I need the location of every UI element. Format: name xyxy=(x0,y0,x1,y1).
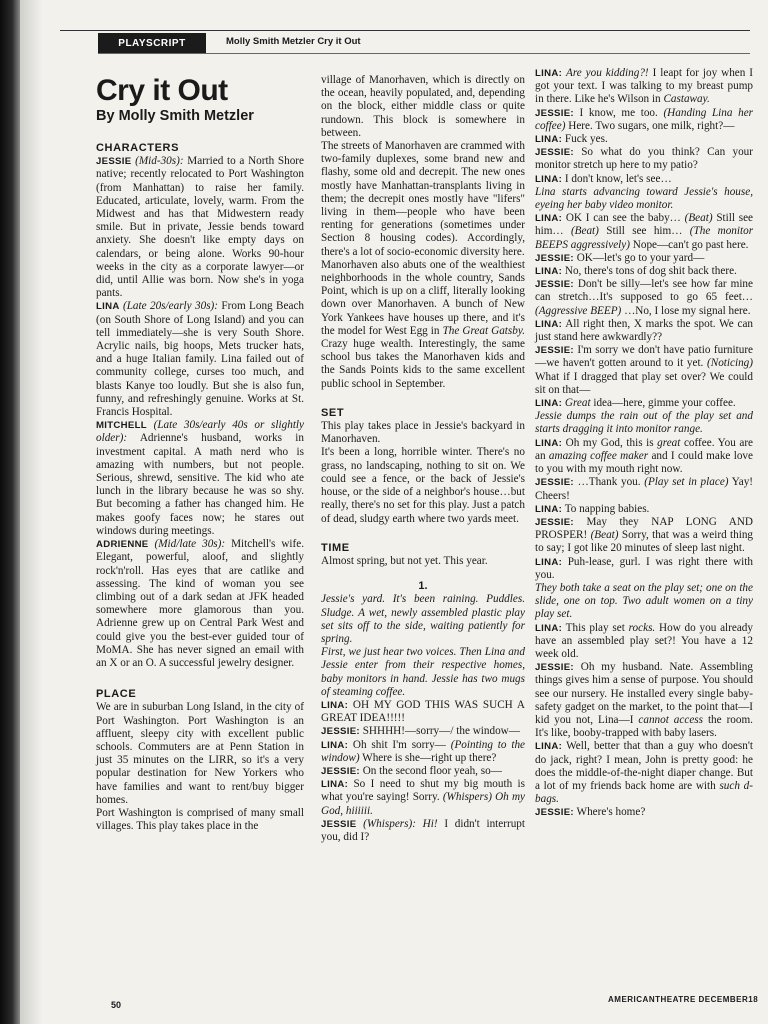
character-mitchell xyxy=(96,419,304,538)
line-text: Here. Two sugars, one milk, right?— xyxy=(568,119,735,132)
line-text: Oh my God, this is xyxy=(565,436,654,449)
line-text: Sorry, that was a weird thing to say; I got like 20 minutes of sleep last night. xyxy=(535,529,754,555)
line-text: May they NAP LONG AND PROSPER! xyxy=(535,515,753,542)
dialogue-line xyxy=(535,252,753,265)
column-1 xyxy=(96,142,304,833)
emphasis: amazing coffee maker xyxy=(548,449,649,462)
emphasis: rocks. xyxy=(628,621,656,634)
line-text: OK—let's go to your yard— xyxy=(576,251,705,264)
line-text: Still see him… xyxy=(535,212,753,238)
dialogue-line xyxy=(535,133,753,146)
line-text: Where is she—right up there? xyxy=(362,751,497,764)
line-text: Yay! Cheers! xyxy=(535,476,754,502)
speaker: JESSIE: xyxy=(321,726,360,738)
dialogue-line xyxy=(535,740,753,806)
line-text: I don't know, let's see… xyxy=(564,172,672,185)
character-name: JESSIE xyxy=(96,156,132,168)
column-3 xyxy=(535,67,753,820)
stage-direction-text: First, we just hear two voices. Then Lina and Jessie enter from their respective homes, baby monitors in hand. Jessie has two mugs of steaming coffee. xyxy=(321,646,525,698)
speaker: LINA: xyxy=(535,398,563,410)
character-jessie xyxy=(96,155,304,300)
line-text: SHHHH!—sorry—/ the window— xyxy=(362,725,520,738)
speaker: JESSIE: xyxy=(535,477,574,489)
dialogue-line xyxy=(535,146,753,172)
book-title: The Great Gatsby. xyxy=(442,324,525,337)
stage-direction-inline: (The monitor BEEPS aggressively) xyxy=(535,225,754,251)
dialogue-line xyxy=(535,476,753,502)
emphasis: Are you kidding?! xyxy=(566,67,649,79)
stage-direction-inline: (Pointing to the window) xyxy=(321,738,526,764)
line-text: On the second floor yeah, so— xyxy=(362,764,502,777)
scene-number: 1. xyxy=(418,580,428,593)
line-text: All right then, X marks the spot. We can just stand here awkwardly?? xyxy=(535,317,754,344)
dialogue-line xyxy=(535,107,753,133)
stage-direction-inline: (Whispers) Oh my God, hiiiiii. xyxy=(321,791,525,817)
stage-direction xyxy=(321,646,525,699)
dialogue-line xyxy=(535,503,753,516)
speaker: LINA: xyxy=(535,68,563,79)
stage-direction xyxy=(321,593,525,646)
character-name: MITCHELL xyxy=(96,420,147,432)
speaker: JESSIE: xyxy=(535,807,574,819)
speaker: JESSIE: xyxy=(535,662,574,674)
speaker: JESSIE: xyxy=(535,279,574,291)
line-text: OK I can see the baby… xyxy=(565,212,681,225)
stage-direction-text: Lina starts advancing toward Jessie's house, eyeing her baby video monitor. xyxy=(535,185,753,212)
line-text: the room. It's like, booby-trapped with baby lasers. xyxy=(535,713,753,740)
top-rule xyxy=(60,30,750,31)
stage-direction xyxy=(535,582,753,622)
stage-direction-text: Jessie dumps the rain out of the play set and starts dragging it into monitor range. xyxy=(535,410,753,436)
stage-direction-text: Jessie's yard. It's been raining. Puddles. Sludge. A wet, newly assembled plastic play set sits off to the side, waiting patiently for spring. xyxy=(321,593,525,645)
speaker: LINA: xyxy=(535,318,563,330)
speaker: LINA: xyxy=(535,134,563,146)
character-age: (Late 30s/early 40s or slightly older): xyxy=(96,419,304,445)
line-text: OH MY GOD THIS WAS SUCH A GREAT IDEA!!!!! xyxy=(321,698,526,725)
line-text: and I could make love to you with my mouth right now. xyxy=(535,449,753,476)
line-text: Where's home? xyxy=(576,806,646,819)
text-run: Crazy huge wealth. Interestingly, the same school bus takes the Manorhaven kids and the Sands Points kids to the same excellent public school in September. xyxy=(321,338,525,390)
line-text: Well, better that than a guy who doesn't do jack, right? I mean, John is pretty good: he does the middle-of-the-night diaper change. But a lot of my friends back home are with xyxy=(535,740,753,792)
magazine-footer: AMERICANTHEATRE DECEMBER18 xyxy=(608,995,759,1004)
stage-direction xyxy=(535,186,753,212)
binding-spine xyxy=(0,0,20,1024)
speaker: LINA: xyxy=(535,741,563,753)
line-text: I didn't interrupt you, did I? xyxy=(321,817,526,843)
speaker: JESSIE: xyxy=(535,252,574,264)
emphasis: great xyxy=(657,436,681,449)
line-text: Still see him… xyxy=(606,225,683,238)
line-text: Hi! xyxy=(422,817,438,830)
speaker: LINA: xyxy=(535,503,563,515)
dialogue-line xyxy=(535,344,753,397)
line-text: Fuck yes. xyxy=(564,133,608,146)
line-text: idea—here, gimme your coffee. xyxy=(593,397,736,410)
line-text: What if I dragged that play set over? We could sit on that— xyxy=(535,370,753,396)
dialogue-line xyxy=(535,806,753,819)
line-text: …No, I lose my signal here. xyxy=(624,304,751,317)
dialogue-line xyxy=(535,212,753,252)
stage-direction-inline: (Beat) xyxy=(570,225,599,238)
text-run: Manorhaven also abuts one of the wealthiest neighborhoods in the whole country, Sands Point, which is up on a cliff, literally looking down over Manorhaven. A bunch of New York Yankees have houses up there, and it's the model for West Egg in xyxy=(321,258,525,337)
time-paragraph: Almost spring, but not yet. This year. xyxy=(321,554,488,567)
speaker: JESSIE: xyxy=(321,765,360,777)
dialogue-line xyxy=(321,725,525,738)
section-tab: PLAYSCRIPT xyxy=(98,33,206,53)
speaker: LINA: xyxy=(321,779,349,791)
character-desc: Married to a North Shore native; recently relocated to Port Washington (from Manhattan) to raise her family. Educated, articulate, lovely, warm. From the Midwest and has that Midwestern ready smile. But in private, Jessie bends toward anxiety. She doesn't like empty days on calendars, or being alone. Works 90-hour weeks in the city as a corporate lawyer—or did, until Allie was born. Now she's in yoga pants. xyxy=(96,155,304,300)
speaker: LINA: xyxy=(535,213,563,225)
line-text: To napping babies. xyxy=(564,502,650,515)
character-adrienne xyxy=(96,538,304,670)
character-desc: Adrienne's husband, works in investment capital. A math nerd who is amazing with numbers, but not people. Serious, shrewd, sensitive. The kid who ate lunch in the library because he was so shy. But becoming a father has changed him. He makes goofy faces now; he stares out windows during meetings. xyxy=(96,432,304,537)
header-rule xyxy=(98,53,750,54)
speaker: LINA: xyxy=(535,437,563,449)
speaker: LINA: xyxy=(535,266,563,278)
emphasis: such d-bags. xyxy=(535,779,753,806)
line-text: I'm sorry we don't have patio furniture—we haven't gotten around to it yet. xyxy=(535,344,754,370)
dialogue-line xyxy=(535,318,753,344)
stage-direction-inline: (Handing Lina her coffee) xyxy=(535,106,754,132)
character-name: LINA xyxy=(96,301,120,313)
dialogue-line xyxy=(321,765,525,778)
line-text: So I need to shut my big mouth is what you're saying! Sorry. xyxy=(321,778,526,804)
stage-direction-inline: (Beat) xyxy=(684,212,713,225)
speaker: JESSIE xyxy=(321,818,357,830)
character-age: (Late 20s/early 30s): xyxy=(122,300,219,313)
set-heading: SET xyxy=(321,406,345,419)
line-text: coffee. You are an xyxy=(535,436,754,462)
time-heading: TIME xyxy=(321,541,350,554)
character-desc: From Long Beach (on South Shore of Long Island) and you can tell immediately—she is very South Shore. Acrylic nails, big hoops, Mets trucker hats, and a huge Italian family. Lina failed out of community college, curses too much, and blasts Kanye too loudly. But she is also fun, funny, and refreshingly genuine. Works at St. Francis Hospital. xyxy=(96,300,304,419)
character-age: (Mid-30s): xyxy=(135,155,184,168)
speaker: LINA: xyxy=(535,556,563,568)
character-age: (Mid/late 30s): xyxy=(154,538,226,551)
film-title: Castaway. xyxy=(663,93,710,106)
stage-direction xyxy=(535,410,753,436)
line-text: Oh shit I'm sorry— xyxy=(352,738,446,751)
stage-direction-inline: (Play set in place) xyxy=(644,476,729,489)
set-paragraph: This play takes place in Jessie's backyard in Manorhaven. xyxy=(321,420,525,446)
dialogue-line xyxy=(535,622,753,662)
dialogue-line xyxy=(535,67,753,107)
place-paragraph: Port Washington is comprised of many small villages. This play takes place in the xyxy=(96,806,304,833)
line-text: How do you already have an assembled play set?! You have a 12 week old. xyxy=(535,621,753,660)
stage-direction-inline: (Noticing) xyxy=(707,357,754,370)
speaker: LINA: xyxy=(321,699,349,711)
characters-heading: CHARACTERS xyxy=(96,142,179,154)
line-text: Don't be silly—let's see how far mine can stretch…It's supposed to go 65 feet… xyxy=(535,278,753,304)
page-fold-shadow xyxy=(20,0,42,1024)
line-text: So what do you think? Can your monitor stretch up here to my patio? xyxy=(535,146,753,172)
dialogue-line xyxy=(535,516,753,556)
speaker: LINA: xyxy=(535,622,563,634)
speaker: JESSIE: xyxy=(535,107,574,119)
speaker: LINA: xyxy=(321,739,349,751)
dialogue-line xyxy=(535,556,753,582)
emphasis: cannot access xyxy=(638,713,703,726)
dialogue-line xyxy=(321,739,525,765)
page-number: 50 xyxy=(111,1000,122,1010)
stage-direction-text: They both take a seat on the play set; one on the slide, one on top. Two adult women on a tiny play set. xyxy=(535,581,753,621)
speaker: LINA: xyxy=(535,173,563,185)
byline: By Molly Smith Metzler xyxy=(96,108,254,124)
line-text: Oh my husband. Nate. Assembling things gives him a sense of purpose. You should see our nursery. He installed every single baby-safety gadget on the market, to the point that—I kid you not, Lina—I xyxy=(535,661,753,726)
line-text: Nope—can't go past here. xyxy=(632,238,749,251)
dialogue-line xyxy=(535,173,753,186)
character-name: ADRIENNE xyxy=(96,539,149,551)
stage-direction-inline: (Whispers): xyxy=(363,817,416,830)
line-text: I know, me too. xyxy=(579,106,658,119)
dialogue-line xyxy=(321,818,525,844)
paragraph xyxy=(321,259,525,391)
place-heading: PLACE xyxy=(96,688,137,701)
dialogue-line xyxy=(321,699,525,725)
stage-direction-inline: (Aggressive BEEP) xyxy=(535,304,622,317)
stage-direction-inline: (Beat) xyxy=(590,529,619,542)
paragraph: The streets of Manorhaven are crammed with two-family duplexes, some brand new and flashy, some old and decrepit. The new ones mostly have Manhattan-transplants living in them; the decrepit ones mostly have "lifers" living in them—people who have been renting for generations (sometimes under Section 8 housing codes). Accordingly, there's a lot of socio-economic diversity here. xyxy=(321,140,525,258)
line-text: No, there's tons of dog shit back there. xyxy=(564,265,737,278)
running-head: Molly Smith Metzler Cry it Out xyxy=(226,36,361,47)
character-desc: Mitchell's wife. Elegant, powerful, aloof, and slightly rock'n'roll. Has eyes that are catlike and assessing. The kind of woman you see climbing out of a dark sedan at JFK headed somewhere more glamorous than you. Adrienne grew up on Central Park West and could give you the best-ever guided tour of MoMA. She has never signed an email with an X or an O. A successful jewelry designer. xyxy=(96,538,305,669)
line-text: This play set xyxy=(565,621,625,634)
dialogue-line xyxy=(535,265,753,278)
place-paragraph: We are in suburban Long Island, in the city of Port Washington. Port Washington is an affluent, sleepy city with excellent public schools. Commuters are at Penn Station in just 35 minutes on the LIRR, so it's a very popular destination for New Yorkers who have families and want to rent/buy bigger homes. xyxy=(96,701,304,806)
set-paragraph: It's been a long, horrible winter. There's no grass, no landscaping, nothing to sit on. We could see a fence, or the back of Jessie's house, or the side of a neighbor's house…but really, there's no set for this play. Just a patch of dead, sludgy earth where two yards meet. xyxy=(321,446,525,525)
dialogue-line xyxy=(535,437,753,477)
dialogue-line xyxy=(535,278,753,318)
dialogue-line xyxy=(535,397,753,410)
line-text: Puh-lease, gurl. I was right there with you. xyxy=(535,555,753,581)
play-title: Cry it Out xyxy=(96,74,228,107)
speaker: JESSIE: xyxy=(535,345,574,357)
character-lina xyxy=(96,300,304,419)
dialogue-line xyxy=(535,661,753,740)
speaker: JESSIE: xyxy=(535,147,574,159)
dialogue-line xyxy=(321,778,525,818)
emphasis: Great xyxy=(564,397,591,410)
speaker: JESSIE: xyxy=(535,516,574,528)
line-text: …Thank you. xyxy=(577,476,641,489)
column-2 xyxy=(321,74,525,844)
paragraph: village of Manorhaven, which is directly on the ocean, heavily populated, and, depending on the block, either middle class or quite rundown. This block is somewhere in between. xyxy=(321,74,525,139)
line-text: I leapt for joy when I got your text. I was talking to my breast pump in there. Like he's Wilson in xyxy=(535,67,754,106)
